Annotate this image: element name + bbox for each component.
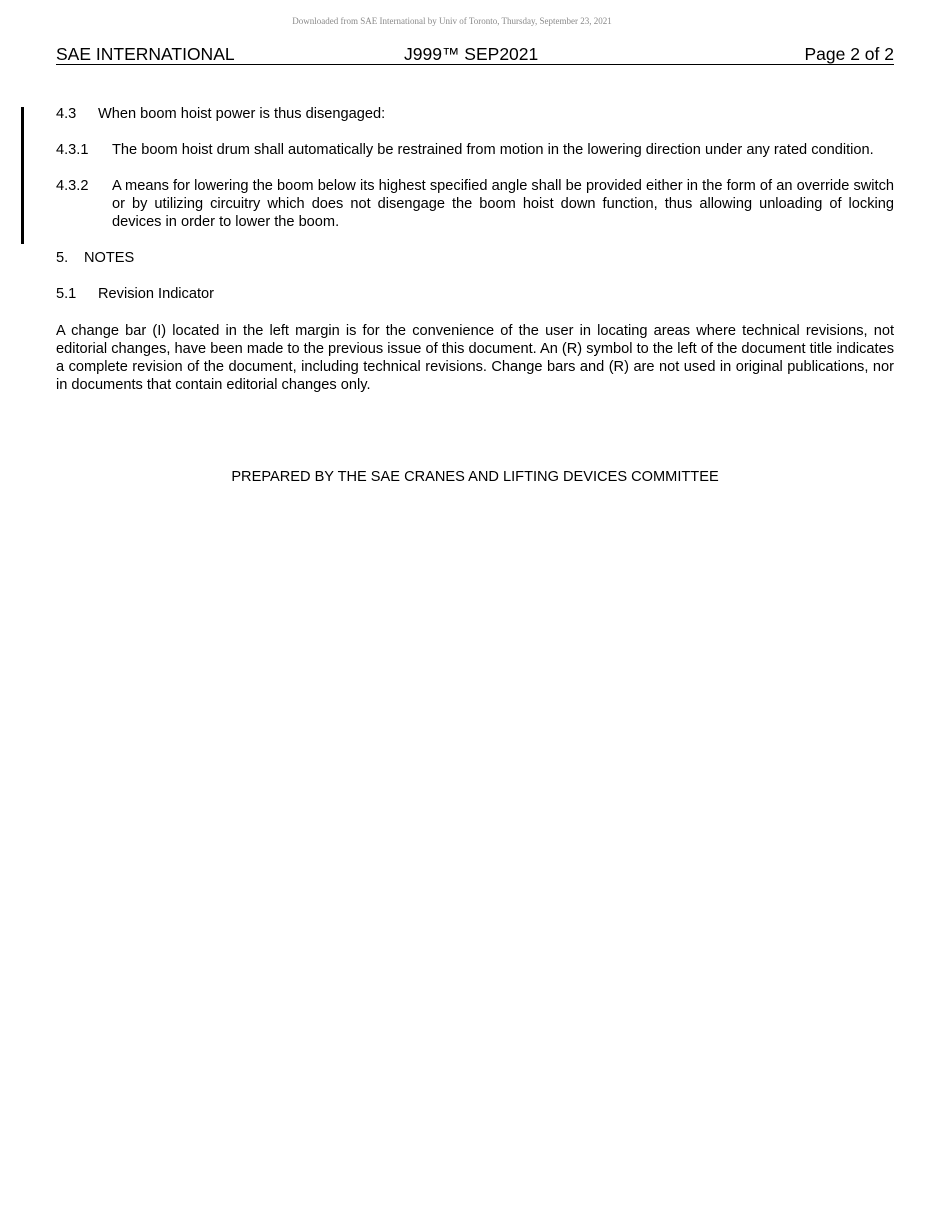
section-5-1 <box>56 285 894 303</box>
prepared-by-line: PREPARED BY THE SAE CRANES AND LIFTING DEVICES COMMITTEE <box>231 469 719 485</box>
section-number: 4.3.1 <box>56 142 89 158</box>
section-number: 5. <box>56 250 69 266</box>
section-number: 5.1 <box>56 286 77 302</box>
section-text: The boom hoist drum shall automatically be restrained from motion in the lowering direction under any rated condition. <box>112 142 874 158</box>
section-heading: Revision Indicator <box>98 286 214 302</box>
section-text: When boom hoist power is thus disengaged: <box>98 106 386 122</box>
page-header <box>56 44 894 65</box>
section-number: 4.3 <box>56 106 77 122</box>
document-body <box>56 105 894 394</box>
section-heading: NOTES <box>84 250 135 266</box>
download-watermark: Downloaded from SAE International by Univ of Toronto, Thursday, September 23, 2021 <box>292 16 612 26</box>
section-number: 4.3.2 <box>56 178 89 194</box>
section-text: A means for lowering the boom below its highest specified angle shall be provided either in the form of an override switch or by utilizing circuitry which does not disengage the boom hoist down function, thus allowing unloading of locking devices in order to lower the boom. <box>112 178 894 230</box>
header-organization: SAE INTERNATIONAL <box>56 44 235 64</box>
header-page-number: Page 2 of 2 <box>804 44 894 64</box>
section-4-3 <box>56 105 894 123</box>
section-4-3-2 <box>56 177 894 231</box>
revision-change-bar <box>21 107 24 244</box>
header-document-id: J999™ SEP2021 <box>404 44 539 64</box>
revision-indicator-paragraph: A change bar (I) located in the left margin is for the convenience of the user in locating areas where technical revisions, not editorial changes, have been made to the previous issue of this document. An (R) symbol to the left of the document title indicates a complete revision of the document, including technical revisions. Change bars and (R) are not used in original publications, nor in documents that contain editorial changes only. <box>56 323 894 393</box>
section-5 <box>56 249 894 267</box>
section-4-3-1 <box>56 141 894 159</box>
